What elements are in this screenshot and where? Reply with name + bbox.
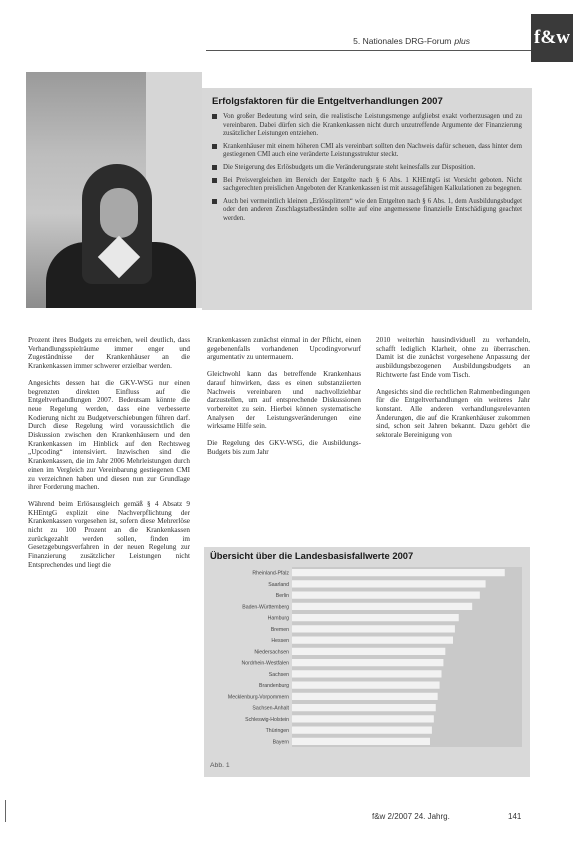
category-label: Thüringen: [265, 728, 289, 735]
category-label: Niedersachsen: [254, 649, 289, 656]
paragraph: Angesichts sind die rechtlichen Rahmenbedingungen für die Entgeltverhandlungen ein weiteres Jahr konstant. Alle anderen verhandlungsrelevanten Änderungen, die auf die Krankenhäuser zukommen sind, schon seit Jahren bekannt. Dazu gehört die sektorale Bereinigung von: [376, 387, 530, 440]
bullet-square-icon: [212, 199, 217, 204]
bar: [292, 682, 440, 689]
bar: [292, 637, 453, 644]
bullet-square-icon: [212, 114, 217, 119]
chart-canvas: [204, 547, 530, 777]
category-label: Sachsen: [268, 671, 289, 678]
bar: [292, 670, 442, 677]
category-label: Nordrhein-Westfalen: [241, 660, 289, 667]
bar: [292, 659, 443, 666]
publisher-logo: f&w: [531, 14, 573, 62]
category-label: Mecklenburg-Vorpommern: [227, 694, 289, 701]
bullet-square-icon: [212, 144, 217, 149]
category-label: Bayern: [272, 739, 289, 746]
bar: [292, 727, 432, 734]
bar: [292, 603, 472, 610]
list-item: Auch bei vermeintlich kleinen „Erlössplittern“ wie den Entgelten nach § 6 Abs. 1, dem Ausbildungsbudget oder den anderen Zuschlagstatbeständen sollte auf eine angemessene finanzielle Entschädigung geachtet werden.: [212, 198, 522, 224]
paragraph: Während beim Erlösausgleich gemäß § 4 Absatz 9 KHEntgG explizit eine Nachverpflichtung der Krankenkassen vorgesehen ist, sofern diese Mehrerlöse nicht zu 100 Prozent an die Krankenkassen zurückgezahlt werden sollen, finden im Gesetzgebungsverfahren in der neuen Regelung zur Finanzierung zusätzlicher Leistungen nicht Entsprechendes und liegt die: [28, 499, 190, 569]
body-column-1: [28, 336, 190, 578]
bar: [292, 625, 455, 632]
header-title: 5. Nationales DRG-Forum: [353, 36, 452, 46]
margin-rule: [5, 800, 6, 822]
footer-issue: f&w 2/2007 24. Jahrg.: [372, 812, 450, 821]
bar: [292, 569, 505, 576]
bar: [292, 715, 434, 722]
base-rate-chart: [204, 547, 530, 777]
chart-footnote: Abb. 1: [210, 762, 230, 769]
category-label: Saarland: [268, 581, 289, 588]
success-factors-box: [202, 88, 532, 310]
category-label: Rheinland-Pfalz: [252, 570, 289, 577]
category-label: Baden-Württemberg: [242, 604, 289, 611]
body-column-2: [207, 336, 361, 464]
paragraph: Krankenkassen zunächst einmal in der Pflicht, einen gegebenenfalls vorhandenen Upcodingvorwurf argumentativ zu untermauern.: [207, 336, 361, 362]
paragraph: 2010 weiterhin hausindividuell zu verhandeln, schafft lediglich Klarheit, ohne zu überraschen. Damit ist die zunächst vorgesehene Anpassung der ausbildungsbezogenen Ausbildungsbudgets an Richtwerte fast Ende vom Tisch.: [376, 336, 530, 379]
bar: [292, 738, 430, 745]
header-rule: [206, 50, 531, 51]
list-item: Krankenhäuser mit einem höheren CMI als vereinbart sollten den Nachweis dafür scheuen, dass hinter dem gestiegenen CMI auch eine veränderte Leistungsstruktur steckt.: [212, 143, 522, 160]
bar: [292, 614, 459, 621]
bar: [292, 648, 445, 655]
body-column-3: [376, 336, 530, 448]
bar: [292, 592, 480, 599]
category-label: Brandenburg: [259, 683, 289, 690]
page-number: 141: [508, 812, 522, 821]
category-label: Hessen: [271, 638, 289, 645]
list-item: Bei Preisvergleichen im Bereich der Entgelte nach § 6 Abs. 1 KHEntgG ist Vorsicht geboten. Nicht sachgerechten preislichen Angeboten der Krankenkassen ist mit aussagefähigen Kalkulationen zu begegnen.: [212, 177, 522, 194]
category-label: Berlin: [275, 593, 289, 600]
category-label: Sachsen-Anhalt: [252, 705, 289, 712]
list-item: Von großer Bedeutung wird sein, die realistische Leistungsmenge aufgliebst exakt vorherzusagen und zu vereinbaren. Dabei dürfen sich die Krankenkassen nicht durch unzutreffende Argumente der Finanzierung zusätzlicher Leistungen entziehen.: [212, 113, 522, 139]
paragraph: Gleichwohl kann das betreffende Krankenhaus darauf hinwirken, dass es einen substanziierten Nachweis vereinbaren und nachvollziehbar darzustellen, um auf entsprechende Diskussionen vorbereitet zu sein. Hierbei können systematische Analysen der Leistungsveränderungen eine wirksame Hilfe sein.: [207, 370, 361, 431]
category-label: Schleswig-Holstein: [245, 716, 289, 723]
header-label: [300, 36, 470, 46]
paragraph: Die Regelung des GKV-WSG, die Ausbildungs-Budgets bis zum Jahr: [207, 439, 361, 456]
list-item: Die Steigerung des Erlösbudgets um die Veränderungsrate steht keinesfalls zur Disposition.: [212, 164, 522, 173]
category-label: Bremen: [270, 626, 289, 633]
category-label: Hamburg: [267, 615, 289, 622]
header-title-suffix: plus: [454, 36, 470, 46]
infobox-list: [212, 113, 522, 224]
infobox-heading: Erfolgsfaktoren für die Entgeltverhandlungen 2007: [212, 96, 443, 107]
chart-title: Übersicht über die Landesbasisfallwerte 2007: [210, 550, 414, 561]
paragraph: Prozent ihres Budgets zu erreichen, weil deutlich, dass Verhandlungsspielräume immer enger und Zugeständnisse der Krankenhäuser an die Krankenkassen immer schwerer erzielbar werden.: [28, 336, 190, 371]
bar: [292, 704, 436, 711]
bar: [292, 580, 486, 587]
bar: [292, 693, 438, 700]
speaker-photo: [26, 72, 202, 308]
bullet-square-icon: [212, 165, 217, 170]
bullet-square-icon: [212, 178, 217, 183]
paragraph: Angesichts dessen hat die GKV-WSG nur einen begrenzten direkten Einfluss auf die Entgeltverhandlungen 2007. Bedeutsam könnte die neue Regelung werden, dass eine verbesserte Kodierung nicht zu Budgetverschiebungen führen darf. Durch diese Regelung wird voraussichtlich die Diskussion zwischen den Krankenhäusern und den Krankenkassen im Hinblick auf den Rechtsweg „Upcoding“ intensiviert. Inzwischen sind die Krankenkassen, die im Jahr 2006 Mehrleistungen durch einen im Vergleich zur Vereinbarung gestiegenen CMI zu verzeichnen haben und diesen nun zur Grundlage ihrer Forderung machen.: [28, 378, 190, 492]
